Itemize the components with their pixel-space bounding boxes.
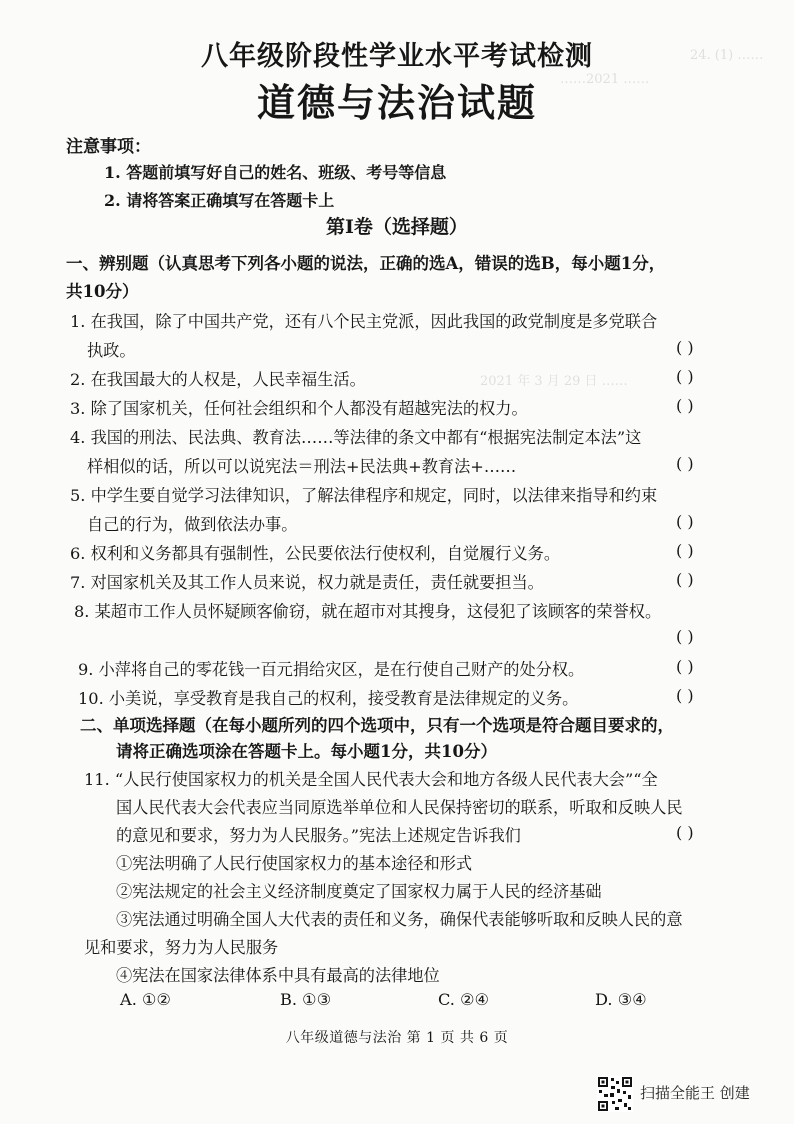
exam-title: 道德与法治试题 — [256, 80, 537, 125]
bleed-through-text: ……2021 …… — [560, 72, 650, 87]
option-c: C. ②④ — [438, 990, 490, 1009]
section-heading: 共10分） — [66, 282, 139, 301]
answer-blank: ( ) — [676, 657, 694, 676]
statement: ①宪法明确了人民行使国家权力的基本途径和形式 — [116, 854, 473, 873]
statement: ③宪法通过明确全国人大代表的责任和义务，确保代表能够听取和反映人民的意 — [116, 910, 683, 929]
question-7: 7. 对国家机关及其工作人员来说，权力就是责任，责任就要担当。 — [70, 573, 544, 592]
section-heading: 二、单项选择题（在每小题所列的四个选项中，只有一个选项是符合题目要求的， — [80, 716, 674, 735]
answer-blank: ( ) — [676, 396, 694, 415]
bleed-through-text: 2021 年 3 月 29 日 …… — [480, 374, 628, 389]
question-1: 1. 在我国，除了中国共产党，还有八个民主党派，因此我国的政党制度是多党联合 — [70, 312, 658, 331]
answer-blank: ( ) — [676, 627, 694, 646]
answer-blank: ( ) — [676, 454, 694, 473]
option-d: D. ③④ — [595, 990, 647, 1009]
answer-blank: ( ) — [676, 338, 694, 357]
question-11-stem: 的意见和要求，努力为人民服务。”宪法上述规定告诉我们 — [116, 826, 521, 845]
answer-blank: ( ) — [676, 512, 694, 531]
question-4: 4. 我国的刑法、民法典、教育法……等法律的条文中都有“根据宪法制定本法”这 — [70, 428, 642, 447]
bleed-through-text: 24. (1) …… — [690, 48, 764, 63]
part-title: 第Ⅰ卷（选择题） — [326, 216, 468, 238]
question-10: 10. 小美说，享受教育是我自己的权利，接受教育是法律规定的义务。 — [78, 689, 579, 708]
answer-blank: ( ) — [676, 823, 694, 842]
section-heading: 请将正确选项涂在答题卡上。每小题1分，共10分） — [116, 742, 497, 761]
answer-blank: ( ) — [676, 541, 694, 560]
notice-item: 2. 请将答案正确填写在答题卡上 — [104, 191, 335, 210]
scanner-watermark: 扫描全能王 创建 — [640, 1084, 750, 1102]
question-4: 样相似的话，所以可以说宪法＝刑法+民法典+教育法+…… — [87, 457, 517, 476]
notice-item: 1. 答题前填写好自己的姓名、班级、考号等信息 — [104, 163, 447, 182]
notice-heading: 注意事项： — [66, 137, 151, 157]
option-a: A. ①② — [120, 990, 172, 1009]
statement: ②宪法规定的社会主义经济制度奠定了国家权力属于人民的经济基础 — [116, 882, 602, 901]
question-11-stem: 11. “人民行使国家权力的机关是全国人民代表大会和地方各级人民代表大会”“全 — [84, 770, 658, 789]
question-8: 8. 某超市工作人员怀疑顾客偷窃，就在超市对其搜身，这侵犯了该顾客的荣誉权。 — [74, 602, 662, 621]
question-11-stem: 国人民代表大会代表应当同原选举单位和人民保持密切的联系，听取和反映人民 — [116, 798, 683, 817]
question-5: 自己的行为，做到依法办事。 — [87, 515, 298, 534]
page-footer: 八年级道德与法治 第 1 页 共 6 页 — [285, 1030, 509, 1046]
exam-subtitle: 八年级阶段性学业水平考试检测 — [201, 41, 593, 72]
option-b: B. ①③ — [280, 990, 332, 1009]
question-1: 执政。 — [87, 341, 136, 360]
question-5: 5. 中学生要自觉学习法律知识，了解法律程序和规定，同时，以法律来指导和约束 — [70, 486, 658, 505]
question-9: 9. 小萍将自己的零花钱一百元捐给灾区，是在行使自己财产的处分权。 — [78, 660, 585, 679]
answer-blank: ( ) — [676, 686, 694, 705]
question-6: 6. 权利和义务都具有强制性，公民要依法行使权利，自觉履行义务。 — [70, 544, 561, 563]
section-heading: 一、辨别题（认真思考下列各小题的说法，正确的选A，错误的选B，每小题1分， — [66, 254, 666, 273]
answer-blank: ( ) — [676, 570, 694, 589]
answer-blank: ( ) — [676, 367, 694, 386]
question-2: 2. 在我国最大的人权是，人民幸福生活。 — [70, 370, 366, 389]
statement: ④宪法在国家法律体系中具有最高的法律地位 — [116, 966, 440, 985]
qr-code-icon — [597, 1076, 633, 1112]
statement: 见和要求，努力为人民服务 — [84, 938, 279, 957]
question-3: 3. 除了国家机关，任何社会组织和个人都没有超越宪法的权力。 — [70, 399, 528, 418]
